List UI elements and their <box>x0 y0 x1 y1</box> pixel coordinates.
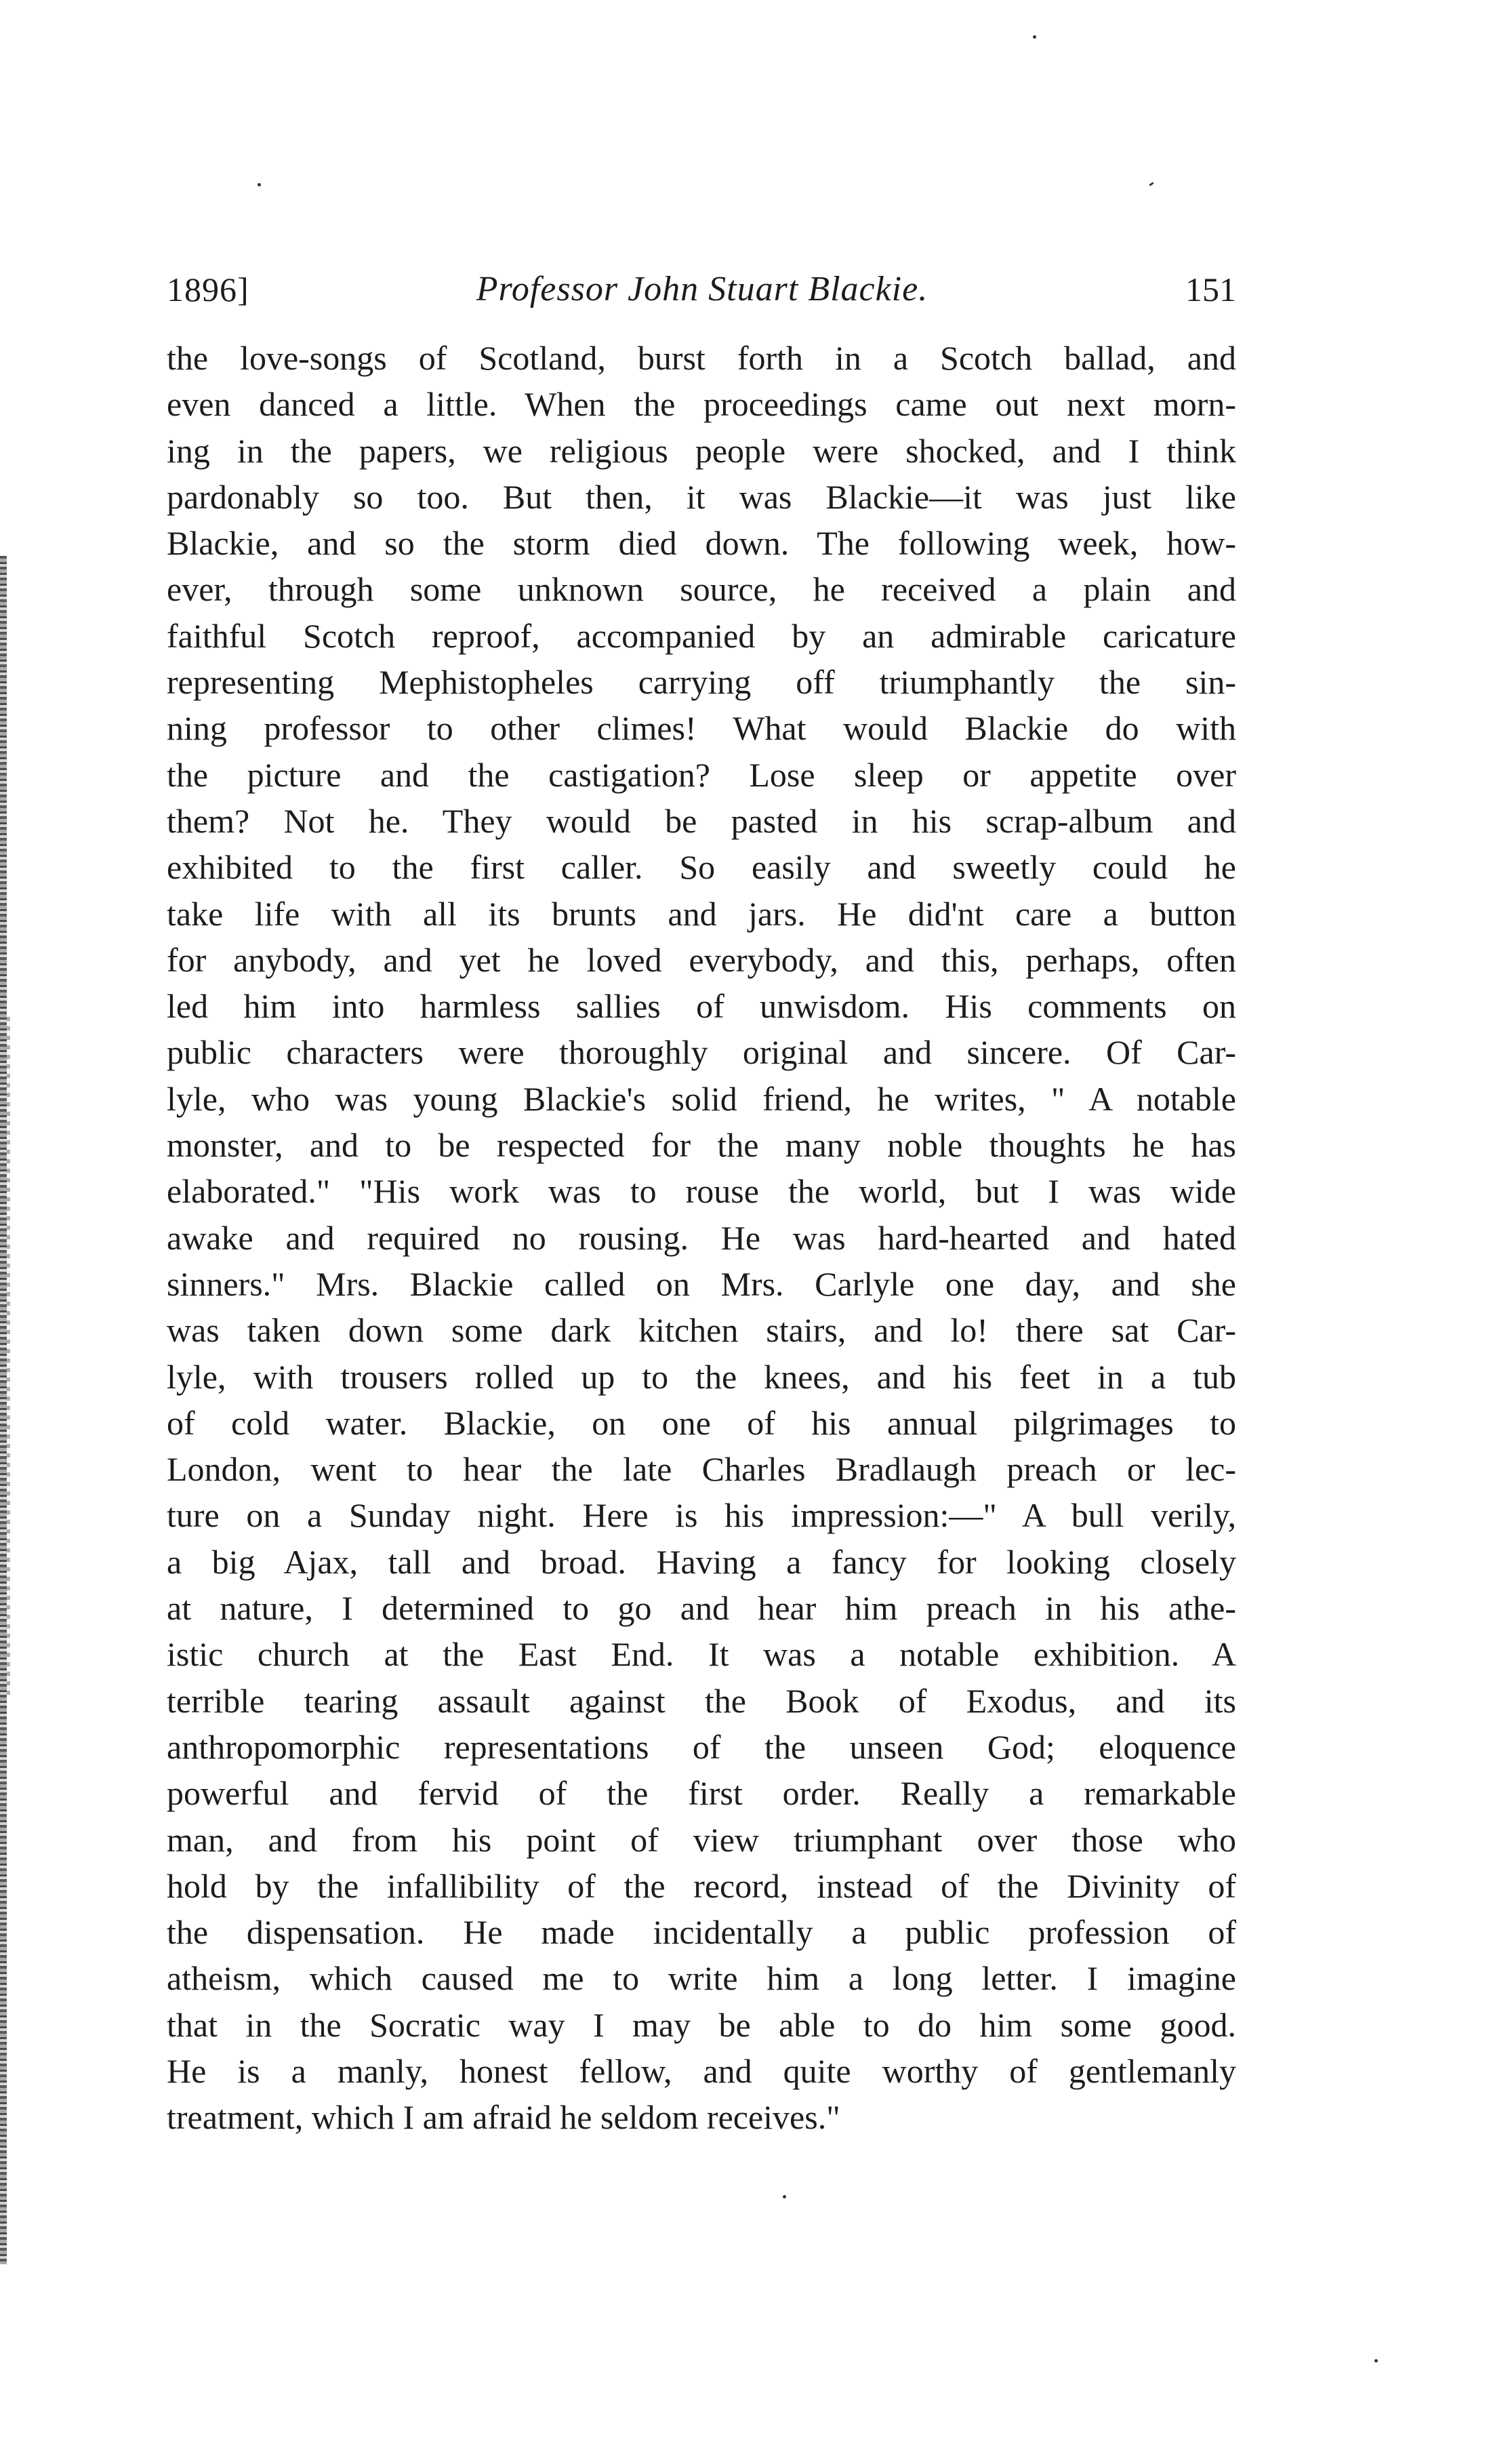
text-line: faithful Scotch reproof, accompanied by an admirable caricature <box>167 616 1236 655</box>
binding-edge-shadow-inner <box>7 1017 10 1695</box>
text-line: pardonably so too. But then, it was Blackie—it was just like <box>167 477 1236 516</box>
text-line: anthropomorphic representations of the unseen God; eloquence <box>167 1727 1236 1766</box>
scan-speck <box>1033 35 1036 39</box>
text-line: hold by the infallibility of the record, instead of the Divinity of <box>167 1866 1236 1905</box>
scan-speck <box>258 183 261 186</box>
text-line: ing in the papers, we religious people were shocked, and I think <box>167 431 1236 470</box>
text-line: led him into harmless sallies of unwisdom. His comments on <box>167 987 1236 1026</box>
text-line: the dispensation. He made incidentally a public profession of <box>167 1913 1236 1952</box>
text-line: the picture and the castigation? Lose sleep or appetite over <box>167 755 1236 794</box>
text-line: sinners." Mrs. Blackie called on Mrs. Carlyle one day, and she <box>167 1264 1236 1303</box>
body-text <box>167 335 1236 2141</box>
text-line: that in the Socratic way I may be able to do him some good. <box>167 2005 1236 2044</box>
text-line: the love-songs of Scotland, burst forth in a Scotch ballad, and <box>167 339 1236 377</box>
text-line: lyle, who was young Blackie's solid friend, he writes, " A notable <box>167 1079 1236 1118</box>
page-number: 151 <box>1185 270 1236 308</box>
text-line: exhibited to the first caller. So easily and sweetly could he <box>167 848 1236 887</box>
text-line: ture on a Sunday night. Here is his impression:—" A bull verily, <box>167 1496 1236 1535</box>
text-line: even danced a little. When the proceedings came out next morn- <box>167 385 1236 424</box>
text-line: was taken down some dark kitchen stairs, and lo! there sat Car- <box>167 1311 1236 1350</box>
text-line: London, went to hear the late Charles Bradlaugh preach or lec- <box>167 1450 1236 1489</box>
text-line: monster, and to be respected for the many noble thoughts he has <box>167 1126 1236 1165</box>
text-line: lyle, with trousers rolled up to the knees, and his feet in a tub <box>167 1357 1236 1396</box>
text-line: elaborated." "His work was to rouse the world, but I was wide <box>167 1172 1236 1211</box>
text-line: take life with all its brunts and jars. He did'nt care a button <box>167 894 1236 933</box>
text-line: ning professor to other climes! What would Blackie do with <box>167 709 1236 748</box>
text-line: treatment, which I am afraid he seldom receives." <box>167 2098 840 2137</box>
text-line: representing Mephistopheles carrying off triumphantly the sin- <box>167 663 1236 702</box>
scan-speck <box>783 2195 786 2198</box>
text-line: of cold water. Blackie, on one of his annual pilgrimages to <box>167 1403 1236 1442</box>
header-title: Professor John Stuart Blackie. <box>476 270 928 308</box>
text-line: He is a manly, honest fellow, and quite worthy of gentlemanly <box>167 2051 1236 2090</box>
text-line: at nature, I determined to go and hear him preach in his athe- <box>167 1589 1236 1628</box>
running-header <box>167 266 1236 313</box>
text-line: Blackie, and so the storm died down. The following week, how- <box>167 524 1236 563</box>
text-line: a big Ajax, tall and broad. Having a fancy for looking closely <box>167 1542 1236 1581</box>
scan-speck <box>1374 2359 1378 2363</box>
text-line: terrible tearing assault against the Book of Exodus, and its <box>167 1681 1236 1720</box>
binding-edge-shadow <box>0 556 7 2264</box>
text-line: for anybody, and yet he loved everybody, and this, perhaps, often <box>167 940 1236 979</box>
header-year: 1896] <box>167 270 249 308</box>
text-line: awake and required no rousing. He was hard-hearted and hated <box>167 1218 1236 1257</box>
text-line: atheism, which caused me to write him a long letter. I imagine <box>167 1959 1236 1998</box>
text-line: istic church at the East End. It was a notable exhibition. A <box>167 1635 1236 1674</box>
scan-speck <box>1149 182 1154 186</box>
text-line: ever, through some unknown source, he received a plain and <box>167 570 1236 609</box>
text-line: them? Not he. They would be pasted in his scrap-album and <box>167 801 1236 840</box>
text-line: powerful and fervid of the first order. Really a remarkable <box>167 1774 1236 1813</box>
text-line: public characters were thoroughly original and sincere. Of Car- <box>167 1033 1236 1072</box>
text-line: man, and from his point of view triumphant over those who <box>167 1820 1236 1859</box>
